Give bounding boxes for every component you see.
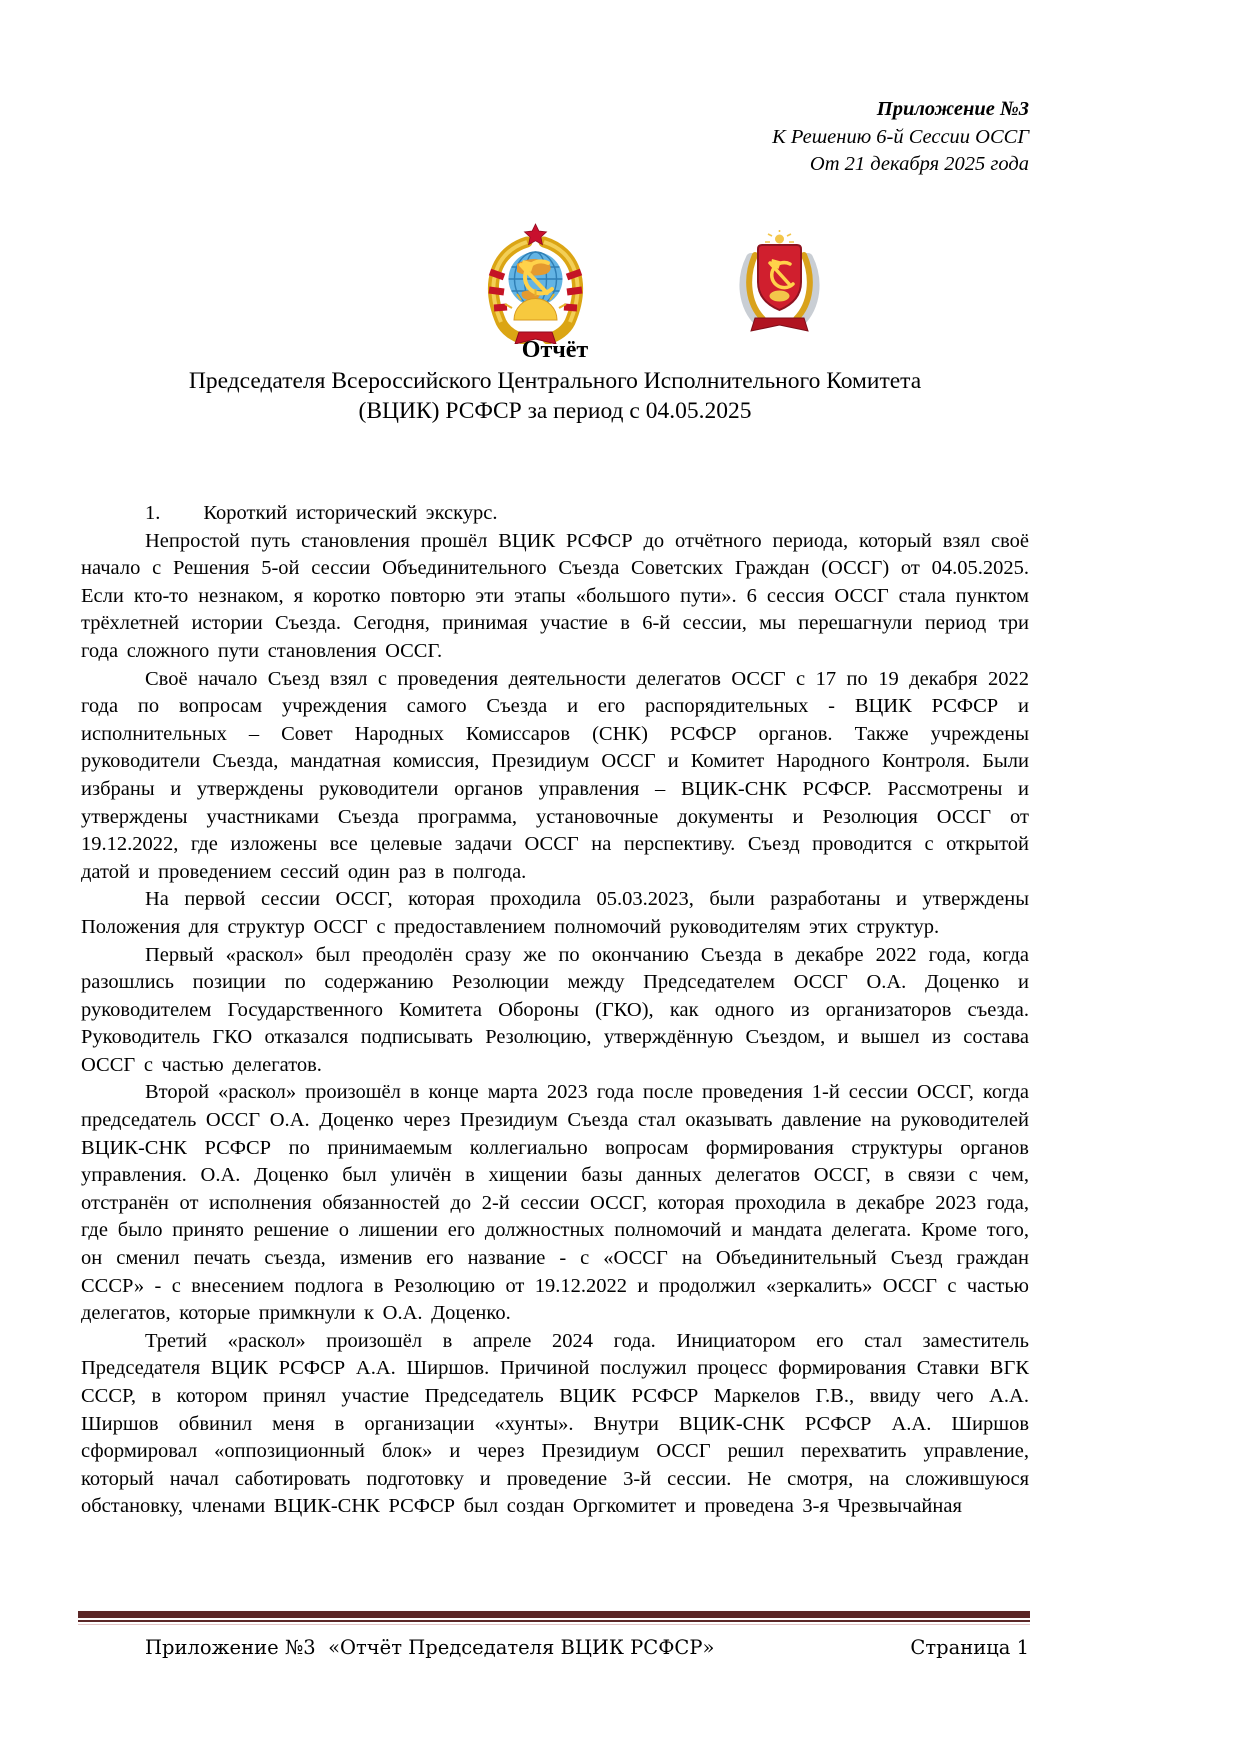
- appendix-reference: К Решению 6-й Сессии ОССГ: [772, 125, 1029, 148]
- footer-divider: [78, 1611, 1030, 1622]
- document-subtitle-line1: Председателя Всероссийского Центрального Исполнительного Комитета: [188, 368, 922, 394]
- section-number: 1.: [145, 502, 161, 524]
- page-footer: [81, 1636, 1029, 1659]
- section-heading: [81, 500, 1029, 528]
- paragraph: Второй «раскол» произошёл в конце марта 2023 года после проведения 1-й сессии ОССГ, когда председатель ОССГ О.А. Доценко через Президиум Съезда стал оказывать давление на руководителей ВЦИК-СНК РСФСР по принимаемым коллегиально вопросам формирования структуры органов управления. О.А. Доценко был уличён в хищении базы данных делегатов ОССГ, в связи с чем, отстранён от исполнения обязанностей до 2-й сессии ОССГ, которая проходила в декабре 2023 года, где было принято решение о лишении его должностных полномочий и мандата делегата. Кроме того, он сменил печать съезда, изменив его название - с «ОССГ на Объединительный Съезд граждан СССР» - с внесением подлога в Резолюцию от 19.12.2022 и продолжил «зеркалить» ОССГ с частью делегатов, которые примкнули к О.А. Доценко.: [81, 1081, 1029, 1325]
- paragraph: На первой сессии ОССГ, которая проходила 05.03.2023, были разработаны и утверждены Положения для структур ОССГ с предоставлением полномочий руководителям этих структур.: [81, 888, 1029, 938]
- section-heading-text: Короткий исторический экскурс.: [203, 502, 498, 524]
- paragraph: Непростой путь становления прошёл ВЦИК РСФСР до отчётного периода, который взял своё начало с Решения 5-ой сессии Объединительного Съезда Советских Граждан (ОССГ) от 04.05.2025. Если кто-то незнаком, я коротко повторю эти этапы «большого пути». 6 сессия ОССГ стала пунктом трёхлетней истории Съезда. Сегодня, принимая участие в 6-й сессии, мы перешагнули период три года сложного пути становления ОССГ.: [81, 529, 1029, 662]
- footer-page-number: Страница 1: [910, 1636, 1029, 1659]
- ussr-coat-of-arms-icon: [477, 222, 594, 344]
- title-block: [81, 334, 1029, 426]
- paragraph: Своё начало Съезд взял с проведения деятельности делегатов ОССГ с 17 по 19 декабря 2022 года по вопросам учреждения самого Съезда и его распорядительных - ВЦИК РСФСР и исполнительных – Совет Народных Комиссаров (СНК) РСФСР органов. Также учреждены руководители Съезда, мандатная комиссия, Президиум ОССГ и Комитет Народного Контроля. Были избраны и утверждены руководители органов управления – ВЦИК-СНК РСФСР. Рассмотрены и утверждены участниками Съезда программа, установочные документы и Резолюция ОССГ от 19.12.2022, где изложены все целевые задачи ОССГ на перспективу. Съезд проводится с открытой датой и проведением сессий один раз в полгода.: [81, 667, 1029, 883]
- paragraph: Третий «раскол» произошёл в апреле 2024 года. Инициатором его стал заместитель Председателя ВЦИК РСФСР А.А. Ширшов. Причиной послужил процесс формирования Ставки ВГК СССР, в котором принял участие Председатель ВЦИК РСФСР Маркелов Г.В., ввиду чего А.А. Ширшов обвинил меня в организации «хунты». Внутри ВЦИК-СНК РСФСР А.А. Ширшов сформировал «оппозиционный блок» и через Президиум ОССГ решил перехватить управление, который начал саботировать подготовку и проведение 3-й сессии. Не смотря, на сложившуюся обстановку, членами ВЦИК-СНК РСФСР был создан Оргкомитет и проведена 3-я Чрезвычайная: [81, 1329, 1029, 1518]
- footer-divider-shadow: [78, 1624, 1030, 1625]
- document-subtitle-line2: (ВЦИК) РСФСР за период с 04.05.2025: [358, 398, 752, 424]
- body-text: [81, 500, 1029, 1521]
- document-title: Отчёт: [521, 337, 589, 363]
- rsfsr-coat-of-arms-icon: [737, 230, 822, 336]
- appendix-header: [81, 96, 1029, 179]
- appendix-number: Приложение №3: [876, 98, 1029, 120]
- footer-document-label: Приложение №3 «Отчёт Председателя ВЦИК РСФСР»: [145, 1636, 715, 1659]
- appendix-date: От 21 декабря 2025 года: [809, 153, 1029, 175]
- paragraph: Первый «раскол» был преодолён сразу же по окончанию Съезда в декабре 2022 года, когда разошлись позиции по содержанию Резолюции между Председателем ОССГ О.А. Доценко и руководителем Государственного Комитета Обороны (ГКО), как одного из организаторов съезда. Руководитель ГКО отказался подписывать Резолюцию, утверждённую Съездом, и вышел из состава ОССГ с частью делегатов.: [81, 943, 1029, 1076]
